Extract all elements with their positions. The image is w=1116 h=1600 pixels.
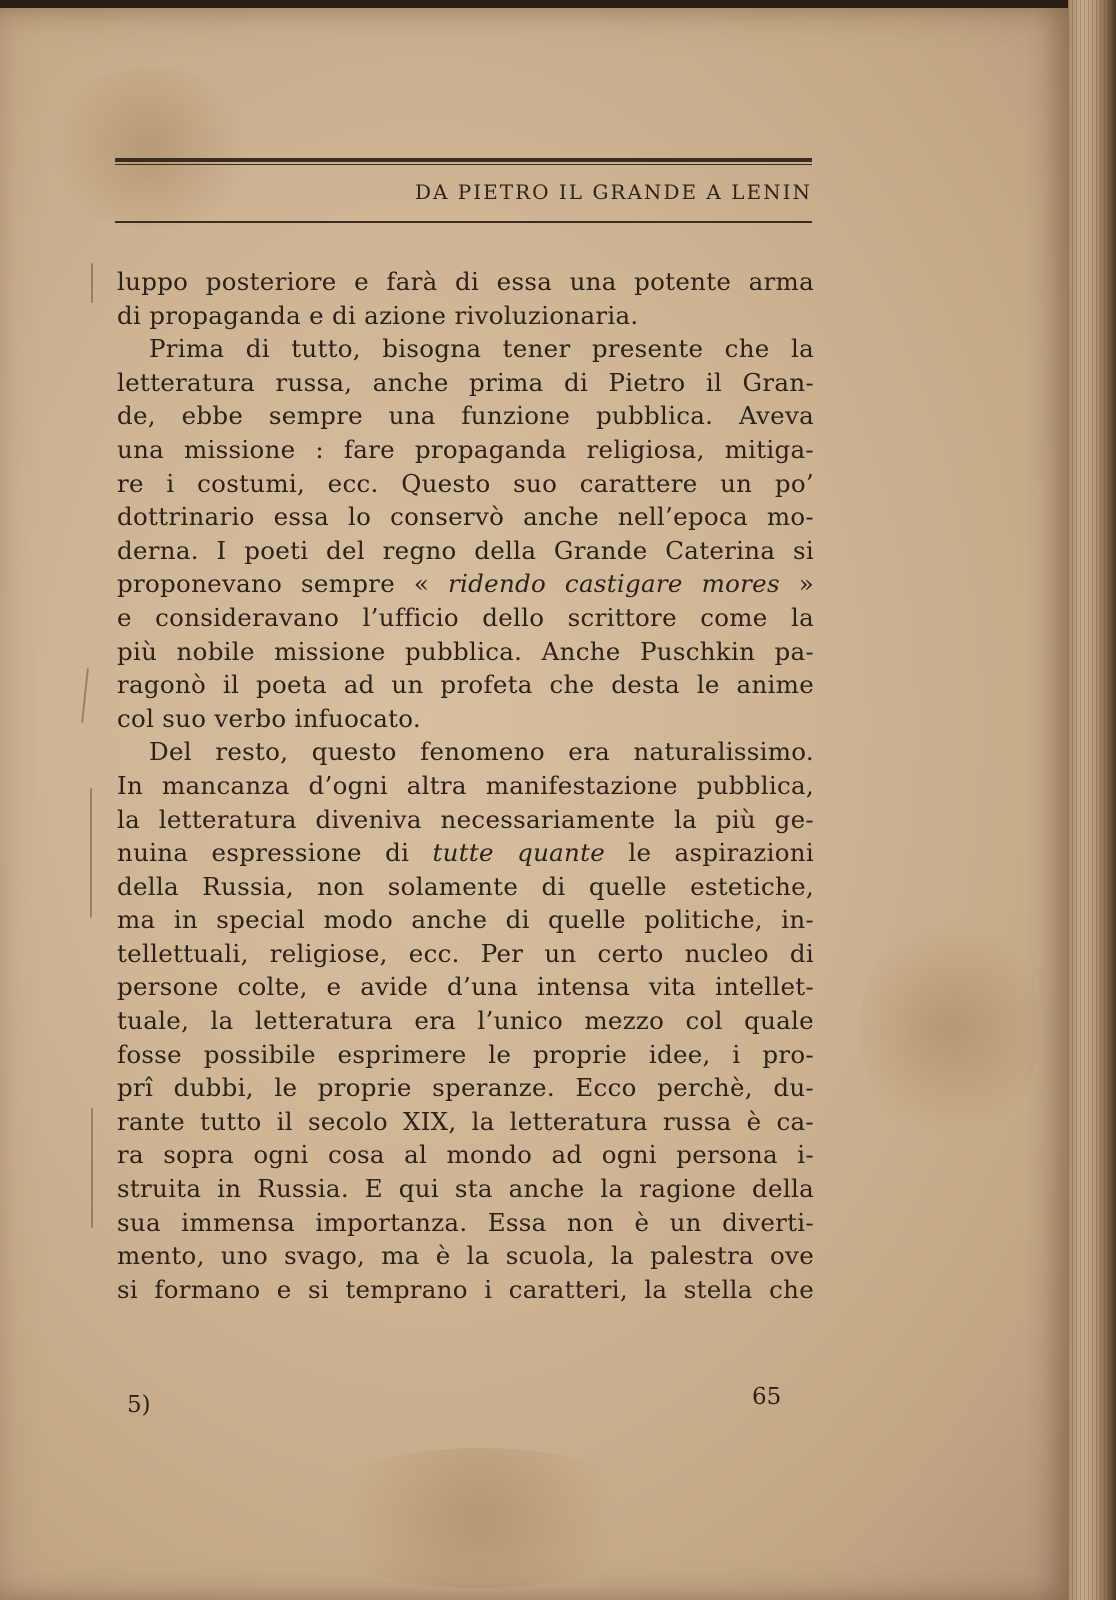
text-line: ma in special modo anche di quelle politiche, in- — [117, 905, 814, 935]
paper-stain — [300, 1448, 660, 1588]
text-line — [117, 836, 814, 870]
pencil-margin-mark — [90, 788, 92, 918]
italic-phrase: ridendo castigare mores — [448, 569, 780, 599]
signature-mark: 5) — [127, 1392, 151, 1418]
page-number: 65 — [752, 1384, 782, 1410]
text-line: della Russia, non solamente di quelle estetiche, — [117, 871, 814, 901]
text-line: prî dubbi, le proprie speranze. Ecco perchè, du- — [117, 1073, 814, 1103]
book-page — [0, 8, 1068, 1600]
running-head: DA PIETRO IL GRANDE A LENIN — [414, 180, 812, 204]
text-line: si formano e si temprano i caratteri, la stella che — [117, 1274, 814, 1304]
text-segment: proponevano sempre « — [117, 569, 449, 599]
text-line: sua immensa importanza. Essa non è un diverti- — [117, 1207, 814, 1237]
pencil-margin-mark — [81, 668, 89, 723]
text-line: più nobile missione pubblica. Anche Puschkin pa- — [117, 636, 814, 666]
text-line: struita in Russia. E qui sta anche la ragione della — [117, 1174, 814, 1204]
text-line: la letteratura diveniva necessariamente la più ge- — [117, 804, 814, 834]
text-line: mento, uno svago, ma è la scuola, la palestra ove — [117, 1241, 814, 1271]
header-rule-bottom — [115, 221, 812, 223]
text-line: luppo posteriore e farà di essa una potente arma — [117, 267, 814, 296]
text-segment: » — [779, 569, 814, 599]
header-rule-top — [115, 158, 812, 162]
text-line: dottrinario essa lo conservò anche nell’epoca mo- — [117, 502, 814, 532]
text-line: tellettuali, religiose, ecc. Per un certo nucleo di — [117, 938, 814, 968]
text-segment: nuina espressione di — [117, 838, 433, 868]
pencil-margin-mark — [91, 263, 93, 303]
text-line: e consideravano l’ufficio dello scrittore come la — [117, 602, 814, 632]
text-line: fosse possibile esprimere le proprie idee, i pro- — [117, 1039, 814, 1069]
italic-phrase: tutte quante — [432, 838, 606, 868]
text-line: ra sopra ogni cosa al mondo ad ogni persona i- — [117, 1140, 814, 1170]
text-line: In mancanza d’ogni altra manifestazione pubblica, — [117, 770, 814, 800]
text-line: una missione : fare propaganda religiosa, mitiga- — [117, 434, 814, 464]
text-line: re i costumi, ecc. Questo suo carattere un po’ — [117, 468, 814, 498]
text-line: de, ebbe sempre una funzione pubblica. Aveva — [117, 401, 814, 431]
pencil-margin-mark — [91, 1108, 93, 1228]
text-line: derna. I poeti del regno della Grande Caterina si — [117, 535, 814, 565]
text-line: rante tutto il secolo XIX, la letteratura russa è ca- — [117, 1106, 814, 1136]
page-edge — [1068, 0, 1116, 1600]
text-line: letteratura russa, anche prima di Pietro il Gran- — [117, 367, 814, 397]
text-line: tuale, la letteratura era l’unico mezzo col quale — [117, 1006, 814, 1036]
text-line: col suo verbo infuocato. — [117, 703, 421, 733]
paper-stain — [860, 908, 1040, 1148]
text-line: ragonò il poeta ad un profeta che desta le anime — [117, 670, 814, 700]
text-line: Prima di tutto, bisogna tener presente che la — [149, 334, 814, 364]
body-text — [117, 265, 814, 1306]
text-line — [117, 567, 814, 601]
text-segment: le aspirazioni — [605, 838, 814, 868]
paper-stain — [40, 68, 260, 228]
text-line: di propaganda e di azione rivoluzionaria. — [117, 300, 639, 330]
text-line: Del resto, questo fenomeno era naturalissimo. — [149, 737, 814, 767]
text-line: persone colte, e avide d’una intensa vita intellet- — [117, 972, 814, 1002]
